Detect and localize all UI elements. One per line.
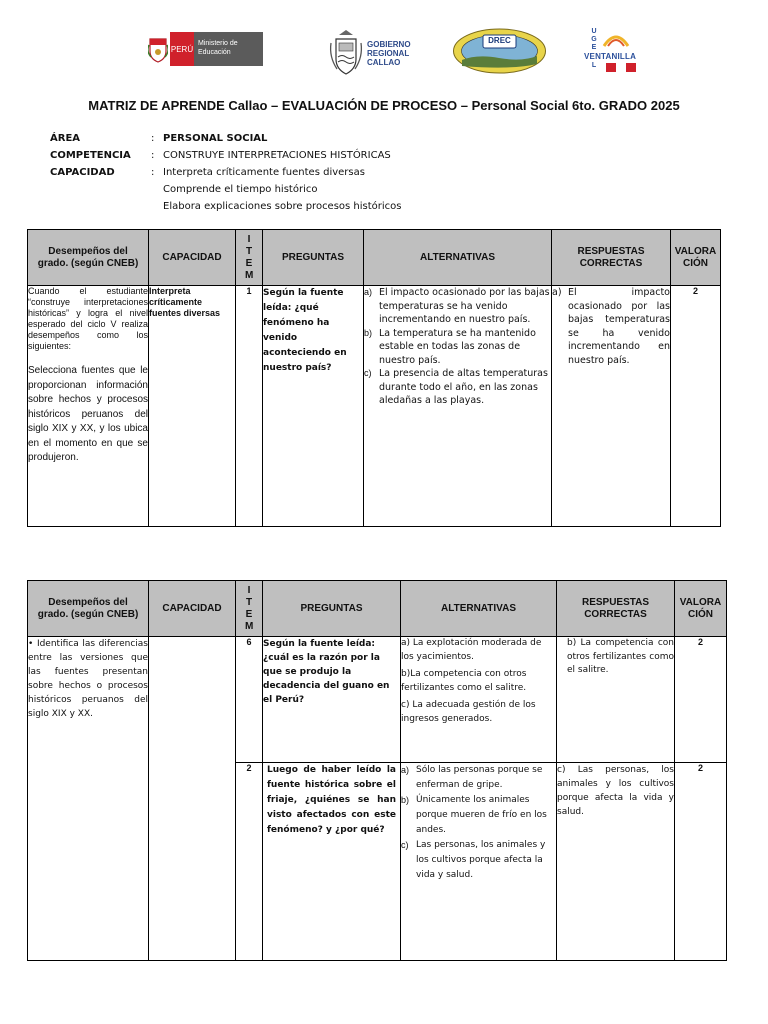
header-capacidad: CAPACIDAD	[149, 230, 236, 286]
list-item: a) Sólo las personas porque se enferman de gripe.	[401, 765, 543, 790]
header-desempenos: Desempeños del grado. (según CNEB)	[28, 230, 149, 286]
alternativas-list	[401, 763, 556, 883]
capacidad-label: CAPACIDAD	[50, 167, 115, 178]
minedu-label: Ministerio de Educación	[194, 32, 263, 66]
minedu-logo	[146, 32, 271, 66]
capacidad-cell	[149, 637, 236, 961]
header-alternativas: ALTERNATIVAS	[401, 581, 557, 637]
pregunta-text: Según la fuente leída: ¿cuál es la razón por la que se produjo la decadencia del guano en el Perú?	[263, 639, 390, 705]
header-valoracion: VALORA CIÓN	[675, 581, 727, 637]
valoracion-value: 2	[697, 637, 703, 647]
header-respuestas: RESPUESTAS CORRECTAS	[557, 581, 675, 637]
item-cell	[236, 763, 263, 961]
item-number: 2	[246, 763, 252, 773]
list-item: a) El impacto ocasionado por las bajas temperaturas se ha venido incrementando en nuestro país.	[364, 287, 550, 325]
valoracion-value: 2	[697, 763, 703, 773]
ugel-letters: U G E L	[591, 28, 597, 69]
capacidad-value-2: Comprende el tiempo histórico	[163, 184, 318, 195]
gobierno-regional-callao-logo	[328, 28, 413, 78]
capacidad-text: Interpreta críticamente fuentes diversas	[149, 286, 221, 318]
respuesta-text: c) Las personas, los animales y los cultivos porque afecta la vida y salud.	[557, 765, 674, 817]
desempeno-cell	[28, 286, 149, 527]
evaluation-table-2	[27, 580, 727, 961]
alternativas-list	[401, 637, 556, 726]
item-number: 6	[246, 637, 252, 647]
header-respuestas: RESPUESTAS CORRECTAS	[552, 230, 671, 286]
ugel-ventanilla-logo	[584, 28, 644, 74]
header-logos	[0, 28, 768, 84]
respuesta-cell	[557, 637, 675, 763]
pregunta-cell	[263, 637, 401, 763]
area-label: ÁREA	[50, 133, 81, 144]
capacidad-value-3: Elabora explicaciones sobre procesos históricos	[163, 201, 402, 212]
header-capacidad: CAPACIDAD	[149, 581, 236, 637]
callao-label: GOBIERNO REGIONAL CALLAO	[367, 39, 411, 67]
list-item: b)La competencia con otros fertilizantes como el salitre.	[401, 669, 527, 693]
respuesta-cell	[557, 763, 675, 961]
header-item: I T E M	[236, 230, 263, 286]
drec-label: DREC	[488, 36, 511, 45]
header-preguntas: PREGUNTAS	[263, 581, 401, 637]
valoracion-cell	[675, 763, 727, 961]
peru-shield-icon	[146, 32, 170, 66]
capacidad-value-1: Interpreta críticamente fuentes diversas	[163, 167, 365, 178]
table-row	[28, 637, 727, 763]
competencia-label: COMPETENCIA	[50, 150, 131, 161]
respuesta-cell	[552, 286, 671, 527]
alternativas-cell	[364, 286, 552, 527]
ugel-flag-icon	[606, 63, 636, 72]
pregunta-text: Según la fuente leída: ¿qué fenómeno ha venido aconteciendo en nuestro país?	[263, 288, 347, 373]
pregunta-cell	[263, 763, 401, 961]
table-row	[28, 286, 721, 527]
desempeno-cell	[28, 637, 149, 961]
peru-label: PERÚ	[170, 32, 194, 66]
alternativas-cell	[401, 637, 557, 763]
item-cell	[236, 286, 263, 527]
header-valoracion: VALORA CIÓN	[671, 230, 721, 286]
ugel-name: VENTANILLA	[584, 52, 637, 61]
desempeno-text: • Identifica las diferencias entre las versiones que las fuentes presentan sobre hechos o procesos históricos peruanos del siglo XIX y XX.	[28, 639, 148, 719]
list-item: a) La explotación moderada de los yacimientos.	[401, 638, 542, 662]
drec-logo	[452, 28, 547, 74]
table-header-row	[28, 581, 727, 637]
list-item: b) Únicamente los animales porque mueren de frío en los andes.	[401, 795, 547, 835]
pregunta-text: Luego de haber leído la fuente histórica sobre el friaje, ¿quiénes se han visto afectados con este fenómeno? y ¿por qué?	[267, 765, 396, 835]
desempeno-intro: Cuando el estudiante “construye interpretaciones históricas” y logra el nivel esperado del ciclo V realiza desempeños como los siguientes:	[28, 286, 148, 351]
header-preguntas: PREGUNTAS	[263, 230, 364, 286]
item-number: 1	[246, 286, 252, 296]
header-desempenos: Desempeños del grado. (según CNEB)	[28, 581, 149, 637]
desempeno-main: Selecciona fuentes que le proporcionan información sobre hechos y procesos históricos peruanos del siglo XIX y XX, y los ubica en el momento en que se produjeron.	[28, 365, 148, 463]
valoracion-cell	[671, 286, 721, 527]
alternativas-cell	[401, 763, 557, 961]
alternativas-list	[364, 286, 551, 408]
header-alternativas: ALTERNATIVAS	[364, 230, 552, 286]
evaluation-table-1	[27, 229, 721, 527]
area-value: PERSONAL SOCIAL	[163, 133, 268, 144]
list-item: c) La adecuada gestión de los ingresos generados.	[401, 700, 536, 724]
document-title: MATRIZ DE APRENDE Callao – EVALUACIÓN DE PROCESO – Personal Social 6to. GRADO 2025	[88, 98, 680, 113]
item-cell	[236, 637, 263, 763]
callao-crest-icon	[328, 29, 364, 77]
list-item: b) La temperatura se ha mantenido estable en todas las zonas de nuestro país.	[364, 327, 536, 366]
list-item: c) Las personas, los animales y los cultivos porque afecta la vida y salud.	[401, 840, 546, 880]
valoracion-cell	[675, 637, 727, 763]
respuesta-marker: a)	[552, 287, 562, 298]
pregunta-cell	[263, 286, 364, 527]
competencia-value: CONSTRUYE INTERPRETACIONES HISTÓRICAS	[163, 150, 391, 161]
table-header-row	[28, 230, 721, 286]
header-item: I T E M	[236, 581, 263, 637]
sun-icon	[602, 28, 630, 48]
respuesta-text: El impacto ocasionado por las bajas temperaturas se ha venido incrementando en nuestro país.	[568, 287, 670, 366]
respuesta-text: b) La competencia con otros fertilizantes como el salitre.	[567, 638, 674, 675]
valoracion-value: 2	[692, 286, 698, 296]
capacidad-cell	[149, 286, 236, 527]
list-item: c) La presencia de altas temperaturas durante todo el año, en las zonas aledañas a las playas.	[364, 368, 548, 406]
